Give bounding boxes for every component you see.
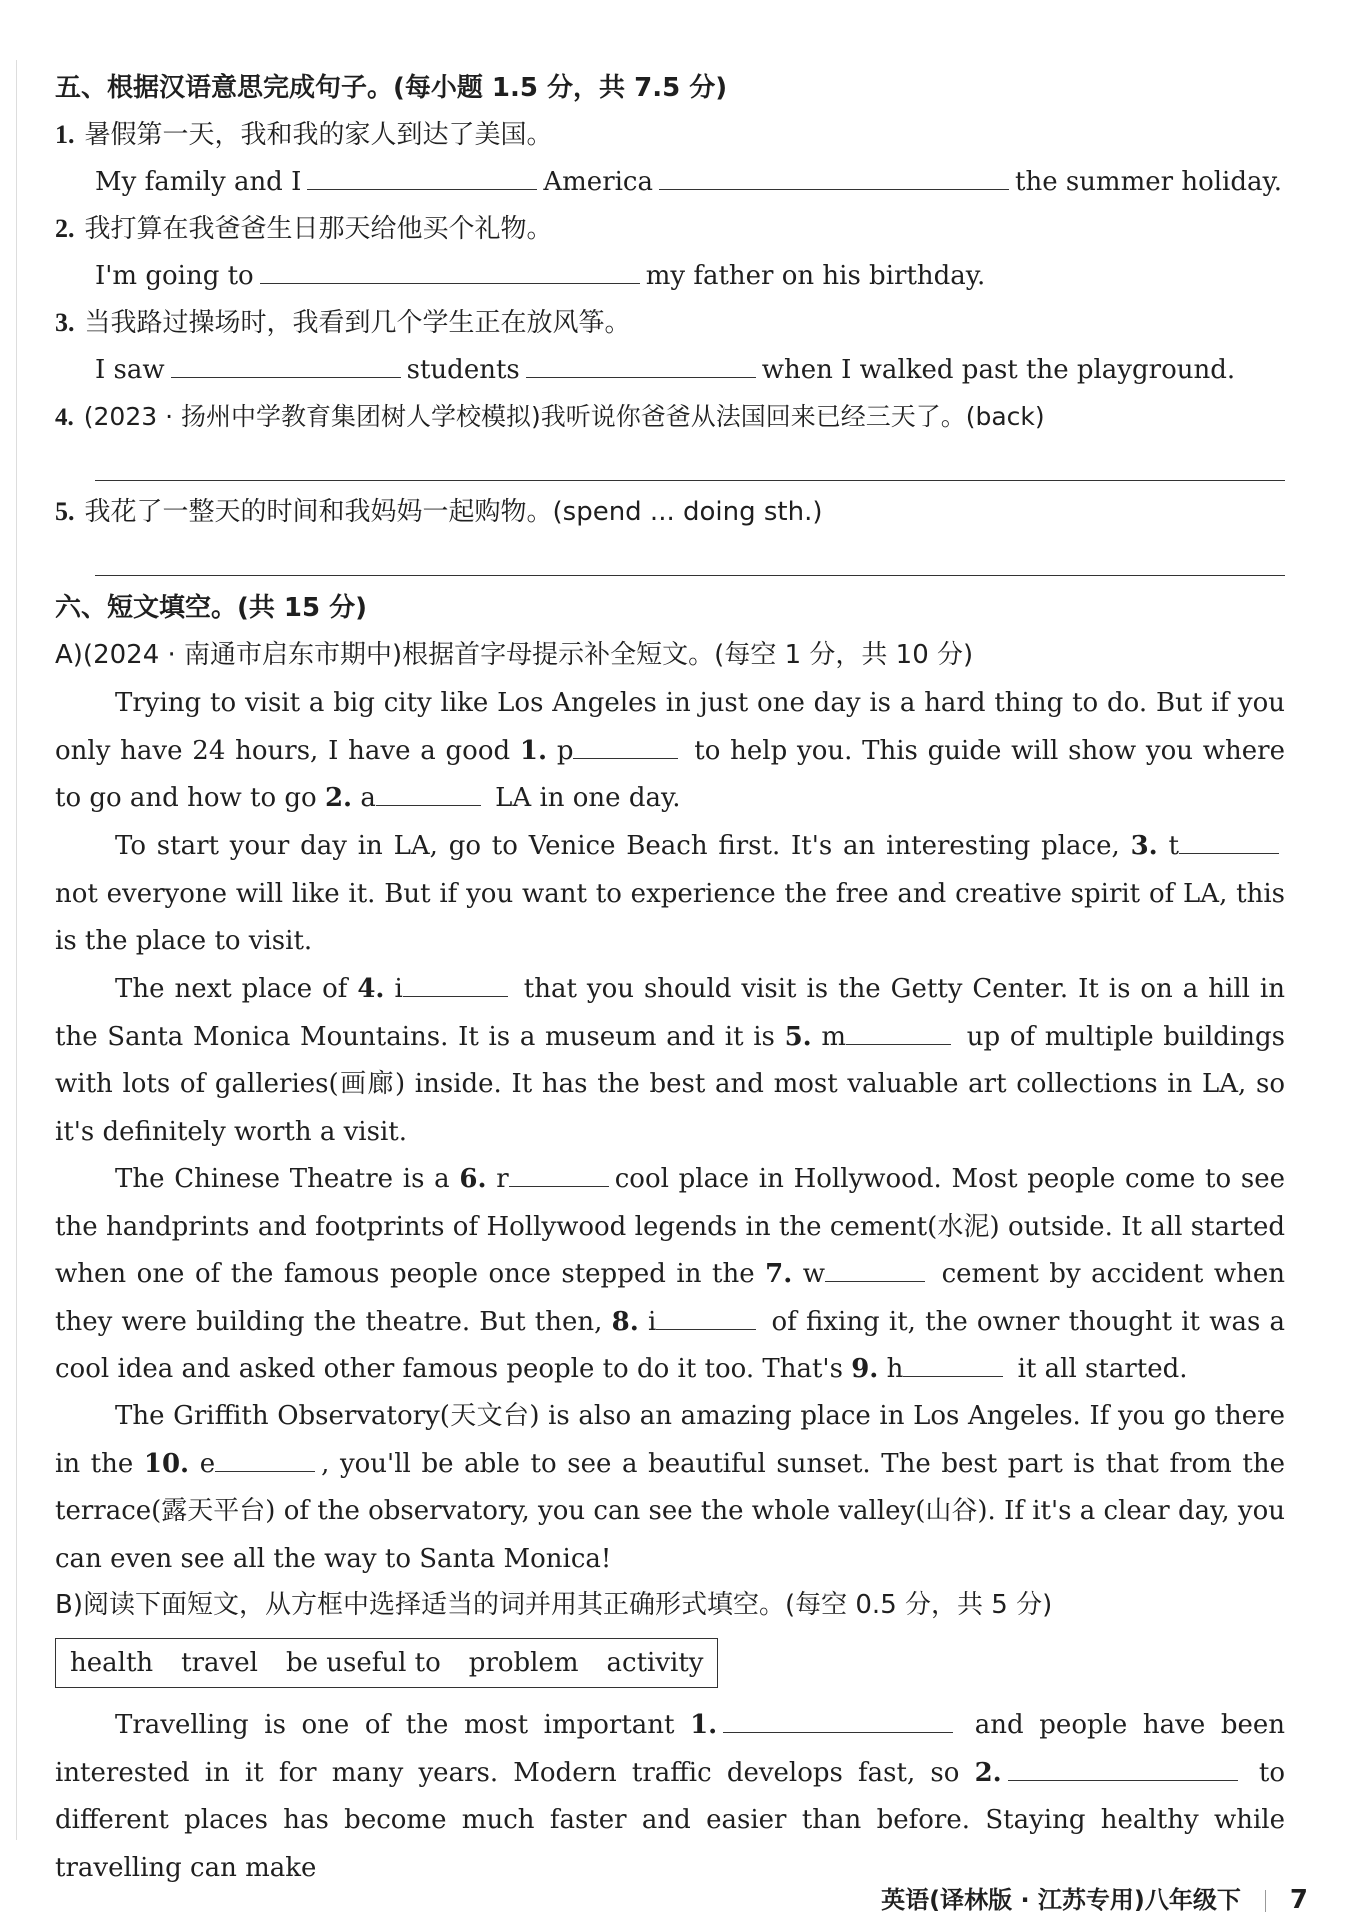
- partB-blank-1[interactable]: [723, 1706, 953, 1733]
- q2-number: 2.: [55, 214, 75, 243]
- partA-blank-1[interactable]: [573, 732, 678, 759]
- q3-blank-1[interactable]: [171, 351, 401, 378]
- q4-chinese: [55, 397, 1285, 438]
- footer-subject: 英语: [881, 1886, 930, 1914]
- partA-blank-6[interactable]: [509, 1160, 609, 1187]
- partB-blank-2[interactable]: [1008, 1754, 1238, 1781]
- q5-number: 5.: [55, 497, 75, 526]
- q3-blank-2[interactable]: [526, 351, 756, 378]
- partA-blank-7[interactable]: [825, 1255, 925, 1282]
- partA-blank-2[interactable]: [376, 779, 481, 806]
- q2-english: [95, 256, 1325, 296]
- partB-blank-number-2: 2.: [974, 1757, 1002, 1788]
- page-footer: [881, 1885, 1308, 1915]
- q1-blank-1[interactable]: [307, 163, 537, 190]
- q1-part-b: America: [543, 167, 653, 197]
- blank-number-8: 8.: [611, 1306, 639, 1337]
- q5-chinese: [55, 492, 1285, 532]
- q1-english: [95, 162, 1325, 202]
- partA-blank-8[interactable]: [656, 1303, 756, 1330]
- blank-number-2: 2.: [324, 783, 353, 813]
- word-option-5: activity: [606, 1648, 704, 1678]
- blank-number-3: 3.: [1130, 831, 1158, 861]
- partA-blank-5[interactable]: [846, 1018, 951, 1045]
- binding-line: [16, 60, 17, 1840]
- q5-answer-line[interactable]: [95, 575, 1285, 576]
- q3-english: [95, 350, 1325, 390]
- q2-chinese: [55, 209, 1285, 249]
- partB-paragraph: Travelling is one of the most important 1. and people have been interested in it for many years. Modern traffic develops fast, so 2. to different places has become much faster and easier than before. Staying healthy while travelling can make: [55, 1702, 1285, 1892]
- blank-number-6: 6.: [459, 1164, 487, 1194]
- q2-zh-text: 我打算在我爸爸生日那天给他买个礼物。: [84, 214, 553, 244]
- q4-answer-line[interactable]: [95, 480, 1285, 481]
- partA-blank-10[interactable]: [215, 1445, 315, 1472]
- q1-part-c: the summer holiday.: [1015, 167, 1282, 197]
- word-box: [55, 1638, 718, 1688]
- blank-number-1: 1.: [519, 735, 548, 766]
- blank-number-7: 7.: [765, 1259, 793, 1289]
- q1-blank-2[interactable]: [659, 163, 1009, 190]
- partA-paragraph-3: The next place of 4. i that you should visit is the Getty Center. It is on a hill in the Santa Monica Mountains. It is a museum and it is 5. m up of multiple buildings with lots of galleries(画廊) inside. It has the best and most valuable art collections in LA, so it's definitely worth a visit.: [55, 966, 1285, 1156]
- q1-part-a: My family and I: [95, 167, 302, 197]
- partA-blank-9[interactable]: [903, 1350, 1003, 1377]
- q4-number: 4.: [55, 404, 74, 431]
- footer-separator: [1265, 1890, 1266, 1912]
- partB-blank-number-1: 1.: [690, 1710, 718, 1740]
- partA-heading: A)(2024 · 南通市启东市期中)根据首字母提示补全短文。(每空 1 分，共 10 分): [55, 640, 974, 670]
- partA-paragraph-2: To start your day in LA, go to Venice Beach first. It's an interesting place, 3. t not everyone will like it. But if you want to experience the free and creative spirit of LA, this is the place to visit.: [55, 823, 1285, 966]
- q2-part-b: my father on his birthday.: [645, 261, 986, 291]
- partA-paragraph-4: The Chinese Theatre is a 6. r cool place in Hollywood. Most people come to see the handprints and footprints of Hollywood legends in the cement(水泥) outside. It all started when one of the famous people once stepped in the 7. w cement by accident when they were building the theatre. But then, 8. i of fixing it, the owner thought it was a cool idea and asked other famous people to do it too. That's 9. h it all started.: [55, 1156, 1285, 1394]
- q3-chinese: [55, 303, 1285, 343]
- partA-paragraph-5: The Griffith Observatory(天文台) is also an amazing place in Los Angeles. If you go there in the 10. e , you'll be able to see a beautiful sunset. The best part is that from the terrace(露天平台) of the observatory, you can see the whole valley(山谷). If it's a clear day, you can even see all the way to Santa Monica!: [55, 1401, 1285, 1574]
- word-option-4: problem: [468, 1648, 579, 1678]
- section6-heading: 六、短文填空。(共 15 分): [55, 593, 368, 623]
- partB-heading: B)阅读下面短文，从方框中选择适当的词并用其正确形式填空。(每空 0.5 分，共 5 分): [55, 1590, 1053, 1620]
- q2-part-a: I'm going to: [95, 261, 254, 291]
- q3-zh-text: 当我路过操场时，我看到几个学生正在放风筝。: [84, 308, 631, 338]
- q1-chinese: [55, 115, 1285, 155]
- q3-part-c: when I walked past the playground.: [761, 355, 1236, 385]
- partA-blank-3[interactable]: [1179, 827, 1279, 854]
- footer-edition: (译林版 · 江苏专用)八年级下: [929, 1886, 1241, 1914]
- blank-number-9: 9.: [851, 1354, 879, 1384]
- word-option-2: travel: [181, 1648, 258, 1678]
- partA-blank-4[interactable]: [403, 970, 508, 997]
- q1-zh-text: 暑假第一天，我和我的家人到达了美国。: [84, 120, 553, 150]
- q5-zh-text: 我花了一整天的时间和我妈妈一起购物。(spend ... doing sth.): [84, 497, 823, 527]
- q3-part-a: I saw: [95, 355, 165, 385]
- word-option-3: be useful to: [285, 1648, 441, 1678]
- q1-number: 1.: [55, 120, 75, 149]
- blank-number-10: 10.: [143, 1448, 190, 1479]
- q4-zh-text: (2023 · 扬州中学教育集团树人学校模拟)我听说你爸爸从法国回来已经三天了。(back): [83, 402, 1045, 431]
- q3-part-b: students: [406, 355, 520, 385]
- q3-number: 3.: [55, 308, 75, 337]
- word-option-1: health: [70, 1648, 154, 1678]
- partA-paragraph-1: Trying to visit a big city like Los Angeles in just one day is a hard thing to do. But if you only have 24 hours, I have a good 1. p to help you. This guide will show you where to go and how to go 2. a LA in one day.: [55, 688, 1285, 813]
- blank-number-5: 5.: [784, 1021, 812, 1052]
- section5-heading: 五、根据汉语意思完成句子。(每小题 1.5 分，共 7.5 分): [55, 73, 728, 103]
- q2-blank-1[interactable]: [260, 257, 640, 284]
- page-number: 7: [1289, 1885, 1308, 1915]
- blank-number-4: 4.: [357, 974, 385, 1004]
